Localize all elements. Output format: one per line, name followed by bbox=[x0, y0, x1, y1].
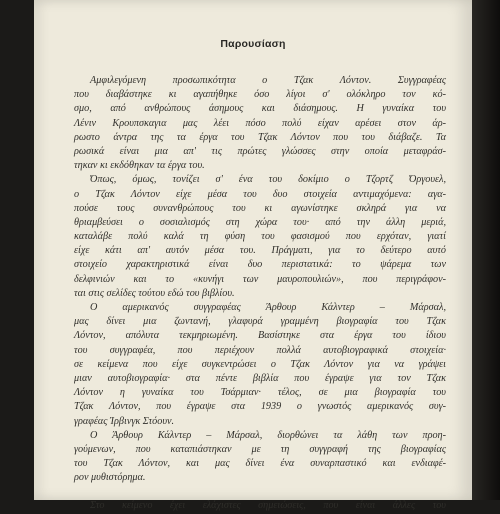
text-line: Λένιν Κρουπσκαγια μας λέει πόσο πολύ είχαν αρέσει στον άρ- bbox=[74, 117, 446, 129]
text-line: ο Τζακ Λόντον είχε μέσα του δυο στοιχεία αντιμαχόμενα: αγα- bbox=[74, 188, 446, 200]
text-line: Όπως, όμως, τονίζει σ' ένα του δοκίμιο ο Τζορτζ Όργουελ, bbox=[90, 174, 446, 186]
book-spine-shadow bbox=[470, 0, 500, 500]
text-line: γραφέας Ίρβινγκ Στόουν. bbox=[74, 415, 175, 427]
text-line: σμο, από ανθρώπους άσημους και διάσημους. Η γυναίκα του bbox=[74, 103, 446, 115]
text-line: γούμενων, που καταπιάστηκαν με τη συγγραφή της βιογραφίας bbox=[74, 443, 446, 455]
text-line: Τζακ Λόντον, που έγραψε στα 1939 ο γνωστός αμερικανός συγ- bbox=[74, 401, 446, 413]
text-line: δελφινιών και το «κυνήγι των μαυροπουλιών», που περιγράφον- bbox=[74, 273, 446, 285]
text-line: ρον μυθιστόρημα. bbox=[74, 472, 146, 484]
text-line: Αμφιλεγόμενη προσωπικότητα ο Τζακ Λόντον. Συγγραφέας bbox=[90, 75, 446, 86]
text-line: μιαν αυτοβιογραφία· στα πέντε βιβλία που έγραψε για τον Τζακ bbox=[74, 372, 446, 384]
text-line: του Τζακ Λόντον, και μας δίνει ένα συναρπαστικό και ενδιαφέ- bbox=[74, 458, 446, 470]
text-line: ρωστο άντρα της τα έργα του Τζακ Λόντον που του διάβαζε. Τα bbox=[74, 131, 446, 143]
text-line: θριαμβεύσει ο σοσιαλισμός στη χώρα του· από την άλλη μεριά, bbox=[74, 216, 446, 228]
page-body-text bbox=[74, 74, 446, 514]
text-line: πούσε τους συνανθρώπους του κι αγωνίστηκε σκληρά για να bbox=[74, 202, 446, 214]
text-line: που διαβάστηκε κι αγαπήθηκε όσο λίγοι σ' ολόκληρο τον κό- bbox=[74, 89, 446, 101]
text-line: τηκαν κι εκδόθηκαν τα έργα του. bbox=[74, 160, 205, 172]
page-heading: Παρουσίαση bbox=[220, 38, 286, 50]
text-line: Λόντον η γυναίκα του Τσάρμιαν· τέλος, σε μια βιογραφία του bbox=[74, 387, 446, 399]
text-line: καταλάβε πολύ καλά τη φύση του φασισμού που ερχόταν, γιατί bbox=[74, 231, 446, 243]
text-line: Ο αμερικανός συγγραφέας Άρθουρ Κάλντερ – Μάρσαλ, bbox=[90, 302, 446, 313]
text-line: σε κείμενα που είχε συγκεντρώσει ο Τζακ Λόντον για να γράψει bbox=[74, 358, 446, 370]
text-line: στοιχείο χαρακτηριστικά είναι δυο περιστατικά: το ψάρεμα των bbox=[74, 259, 446, 271]
text-line bbox=[74, 485, 446, 499]
book-page bbox=[34, 0, 472, 512]
text-line: ρωσικά είναι μια απ' τις πρώτες γλώσσες στην οποία μεταφράσ- bbox=[74, 145, 446, 157]
text-line: Ο Άρθουρ Κάλντερ – Μάρσαλ, διορθώνει τα λάθη των προη- bbox=[90, 429, 446, 441]
text-line: είχε κάτι απ' αυτόν μέσα του. Πράγματι, για το δεύτερο αυτό bbox=[74, 245, 446, 257]
text-line: Λόντον, απόλυτα τεκμηριωμένη. Βασίστηκε στα έργα του ίδιου bbox=[74, 330, 446, 342]
text-line: Στο κείμενο έχει ελάχιστες σημειώσεις, που είναι άλλες του bbox=[90, 500, 446, 512]
text-line: μας δίνει μια ζωντανή, γλαφυρά γραμμένη βιογραφία του Τζακ bbox=[74, 316, 446, 328]
text-line: του συγγραφέα, που περιέχουν πολλά αυτοβιογραφικά στοιχεία· bbox=[74, 344, 446, 356]
text-line: ται στις σελίδες τούτου εδώ του βιβλίου. bbox=[74, 287, 235, 299]
